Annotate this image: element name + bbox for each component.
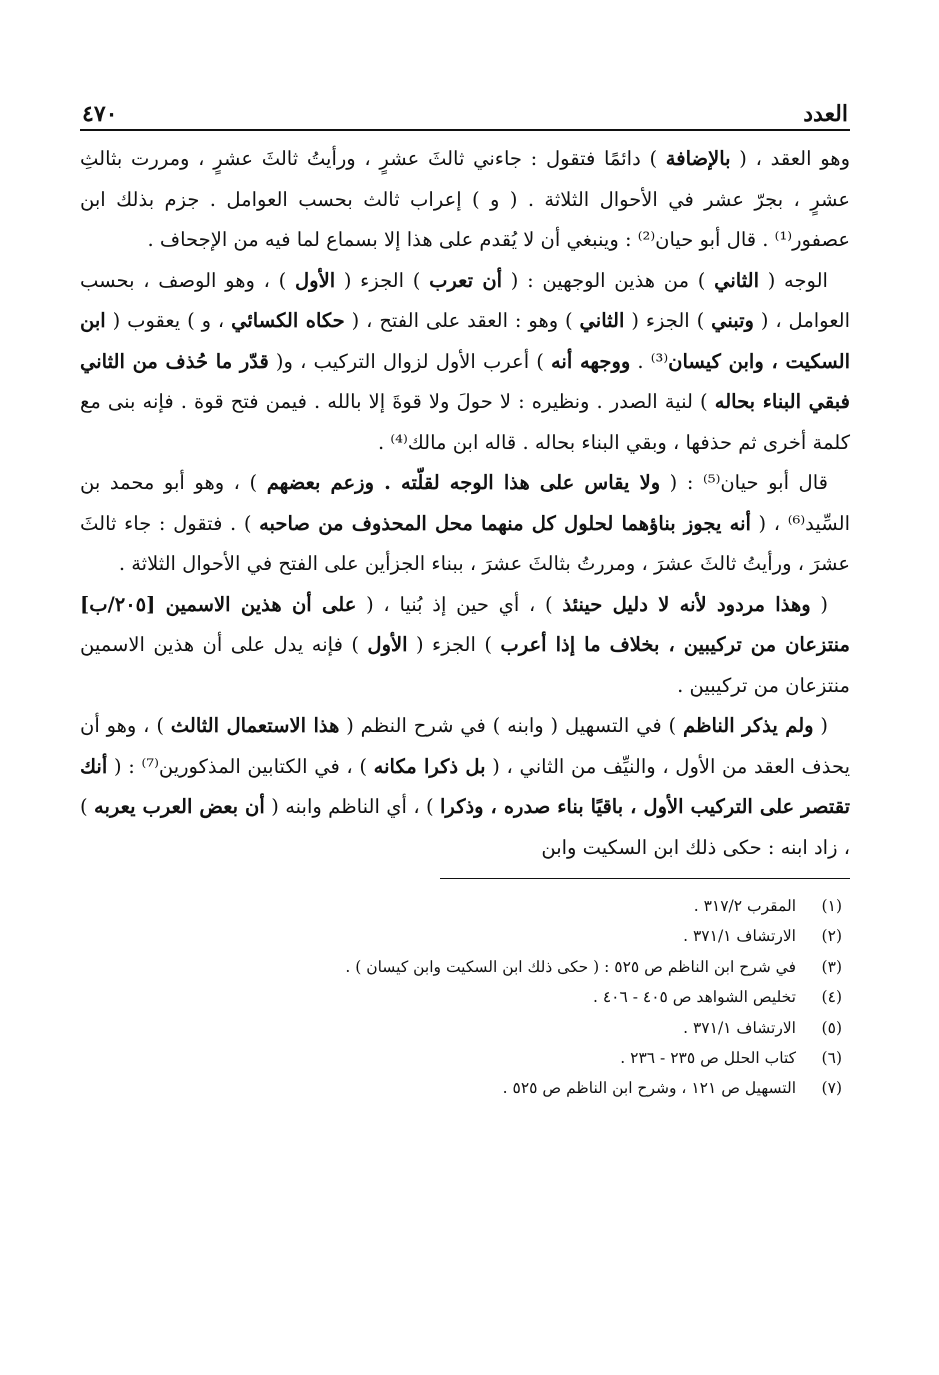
bold-quoted-text: وتبني xyxy=(711,309,754,332)
footnote-number: (٤) xyxy=(821,988,842,1007)
footnote-number: (٢) xyxy=(821,927,842,946)
footnote xyxy=(80,952,850,982)
paragraph-text: ) ، وهو أبو محمد بن السِّيد⁽⁶⁾ ، ( xyxy=(80,471,850,535)
paragraph-text: ) دائمًا فتقول : جاءني ثالثَ عشرٍ ، ورأيتُ ثالثَ عشرٍ ، ومررت بثالثِ عشرٍ ، بجرّ عشر في الأحوال الثلاثة . ( و ) إعراب ثالث بحسب العوامل . جزم بذلك ابن عصفور⁽¹⁾ . قال أبو حيان⁽²⁾ : وينبغي أن لا يُقدم على هذا إلا بسماع لما فيه من الإجحاف . xyxy=(80,147,850,251)
footnote-separator xyxy=(440,878,850,879)
paragraph-text: ) لنية الصدر . ونظيره : لا حولَ ولا قوةَ إلا بالله . فيمن فتح قوة . فإنه بنى مع كلمة أخرى ثم حذفها ، وبقي البناء بحاله . قاله ابن مالك⁽⁴⁾ . xyxy=(80,390,850,454)
paragraph-text: ) . فتقول : جاء ثالثَ عشرَ ، ورأيتُ ثالثَ عشرَ ، ومررتُ بثالثَ عشرَ ، ببناء الجزأين على الفتح في الأحوال الثلاثة . xyxy=(80,511,850,575)
page-number: ٤٧٠ xyxy=(82,101,118,127)
chapter-title: العدد xyxy=(803,101,848,127)
body-paragraph xyxy=(80,463,850,585)
footnote xyxy=(80,1073,850,1103)
bold-quoted-text: بل ذكرا مكانه xyxy=(373,754,486,778)
body-paragraph xyxy=(80,139,850,261)
bold-quoted-text: حكاه الكسائي xyxy=(231,309,345,332)
bold-quoted-text: أنك تقتصر على التركيب الأول ، باقيًا بناء صدره ، وذكرا xyxy=(80,754,851,818)
footnote-text: كتاب الحلل ص ٢٣٥ - ٢٣٦ . xyxy=(620,1049,796,1068)
bold-quoted-text: ولا يقاس على هذا الوجه لقلّته . وزعم بعضهم xyxy=(266,471,661,494)
bold-quoted-text: وهذا مردود لأنه لا دليل حينئذ xyxy=(562,592,811,616)
paragraph-text: ) ، أي الناظم وابنه ( xyxy=(264,795,441,818)
paragraph-text: ) ، في الكتابين المذكورين⁽⁷⁾ : ( xyxy=(107,754,374,778)
bold-quoted-text: أنه يجوز بناؤهما لحلول كل منهما محل المحذوف من صاحبه xyxy=(259,511,751,535)
paragraph-text: ) من هذين الوجهين : ( xyxy=(502,268,715,292)
paragraph-text: ) ، زاد ابنه : حكى ذلك ابن السكيت وابن xyxy=(80,795,850,859)
body-paragraph xyxy=(80,261,850,464)
bold-quoted-text: الأول xyxy=(367,633,408,656)
footnote xyxy=(80,921,850,951)
paragraph-text: الوجه ( xyxy=(759,268,828,292)
body-paragraph xyxy=(80,706,850,868)
footnote-number: (٦) xyxy=(821,1049,842,1068)
footnote-number: (٣) xyxy=(821,957,842,976)
paragraph-text: ، و ) يعقوب ( xyxy=(105,309,232,332)
bold-quoted-text: ولم يذكر الناظم xyxy=(682,714,814,737)
footnote xyxy=(80,1043,850,1073)
paragraph-text: ) الجزء ( xyxy=(624,309,712,332)
paragraph-text: قال أبو حيان⁽⁵⁾ : ( xyxy=(660,471,828,494)
running-head xyxy=(80,95,850,131)
bold-quoted-text: قدّر ما حُذف من الثاني فبقي البناء بحاله xyxy=(80,349,850,413)
paragraph-text: ⁽³⁾ . xyxy=(630,349,669,373)
paragraph-text: ) فإنه يدل على أن هذين الاسمين منتزعان من تركيبين . xyxy=(80,633,850,697)
paragraph-text: وهو العقد ، ( xyxy=(730,147,850,170)
body-paragraph xyxy=(80,585,850,707)
bold-quoted-text: الأول xyxy=(294,268,336,292)
bold-quoted-text: بالإضافة xyxy=(665,147,731,170)
footnote-number: (٧) xyxy=(821,1079,842,1098)
footnote-text: المقرب ٣١٧/٢ . xyxy=(693,897,796,915)
footnote-text: في شرح ابن الناظم ص ٥٢٥ : ( حكى ذلك ابن السكيت وابن كيسان ) . xyxy=(345,957,796,976)
bold-quoted-text: أن تعرب xyxy=(429,268,503,292)
footnote-text: الارتشاف ٣٧١/١ . xyxy=(683,1018,796,1037)
body-text xyxy=(80,139,850,868)
footnote xyxy=(80,1013,850,1043)
bold-quoted-text: أن بعض العرب يعربه xyxy=(94,795,265,818)
footnote-number: (١) xyxy=(821,897,842,915)
bold-quoted-text: ووجهه أنه xyxy=(550,349,631,373)
footnote xyxy=(80,982,850,1012)
paragraph-text: ( xyxy=(813,714,829,737)
footnotes xyxy=(80,891,850,1104)
bold-quoted-text: هذا الاستعمال الثالث xyxy=(170,714,340,737)
footnote-number: (٥) xyxy=(821,1018,842,1037)
paragraph-text: ) ، وهو الوصف ، بحسب العوامل ، ( xyxy=(80,268,851,332)
paragraph-text: ) أعرب الأول لزوال التركيب ، و( xyxy=(268,349,551,373)
paragraph-text: ) ، وهو أن يحذف العقد من الأول ، والنيِّف من الثاني ، ( xyxy=(80,714,851,778)
paragraph-text: ) الجزء ( xyxy=(407,633,501,656)
paragraph-text: ) الجزء ( xyxy=(335,268,430,292)
bold-quoted-text: ابن السكيت ، وابن كيسان xyxy=(80,309,851,373)
bold-quoted-text: على أن هذين الاسمين [٢٠٥/ب] منتزعان من تركيبين ، بخلاف ما إذا أعرب xyxy=(80,592,850,656)
bold-quoted-text: الثاني xyxy=(579,309,625,332)
paragraph-text: ) في التسهيل ( وابنه ) في شرح النظم ( xyxy=(339,714,683,737)
footnote xyxy=(80,891,850,921)
document-page xyxy=(80,95,850,1355)
paragraph-text: ) وهو : العقد على الفتح ، ( xyxy=(344,309,580,332)
footnote-text: تخليص الشواهد ص ٤٠٥ - ٤٠٦ . xyxy=(592,988,796,1007)
paragraph-text: ) ، أي حين إذ بُنيا ، ( xyxy=(356,592,563,616)
footnote-text: التسهيل ص ١٢١ ، وشرح ابن الناظم ص ٥٢٥ . xyxy=(502,1079,796,1098)
bold-quoted-text: الثاني xyxy=(714,268,759,292)
paragraph-text: ( xyxy=(810,592,828,616)
footnote-text: الارتشاف ٣٧١/١ . xyxy=(683,927,796,946)
